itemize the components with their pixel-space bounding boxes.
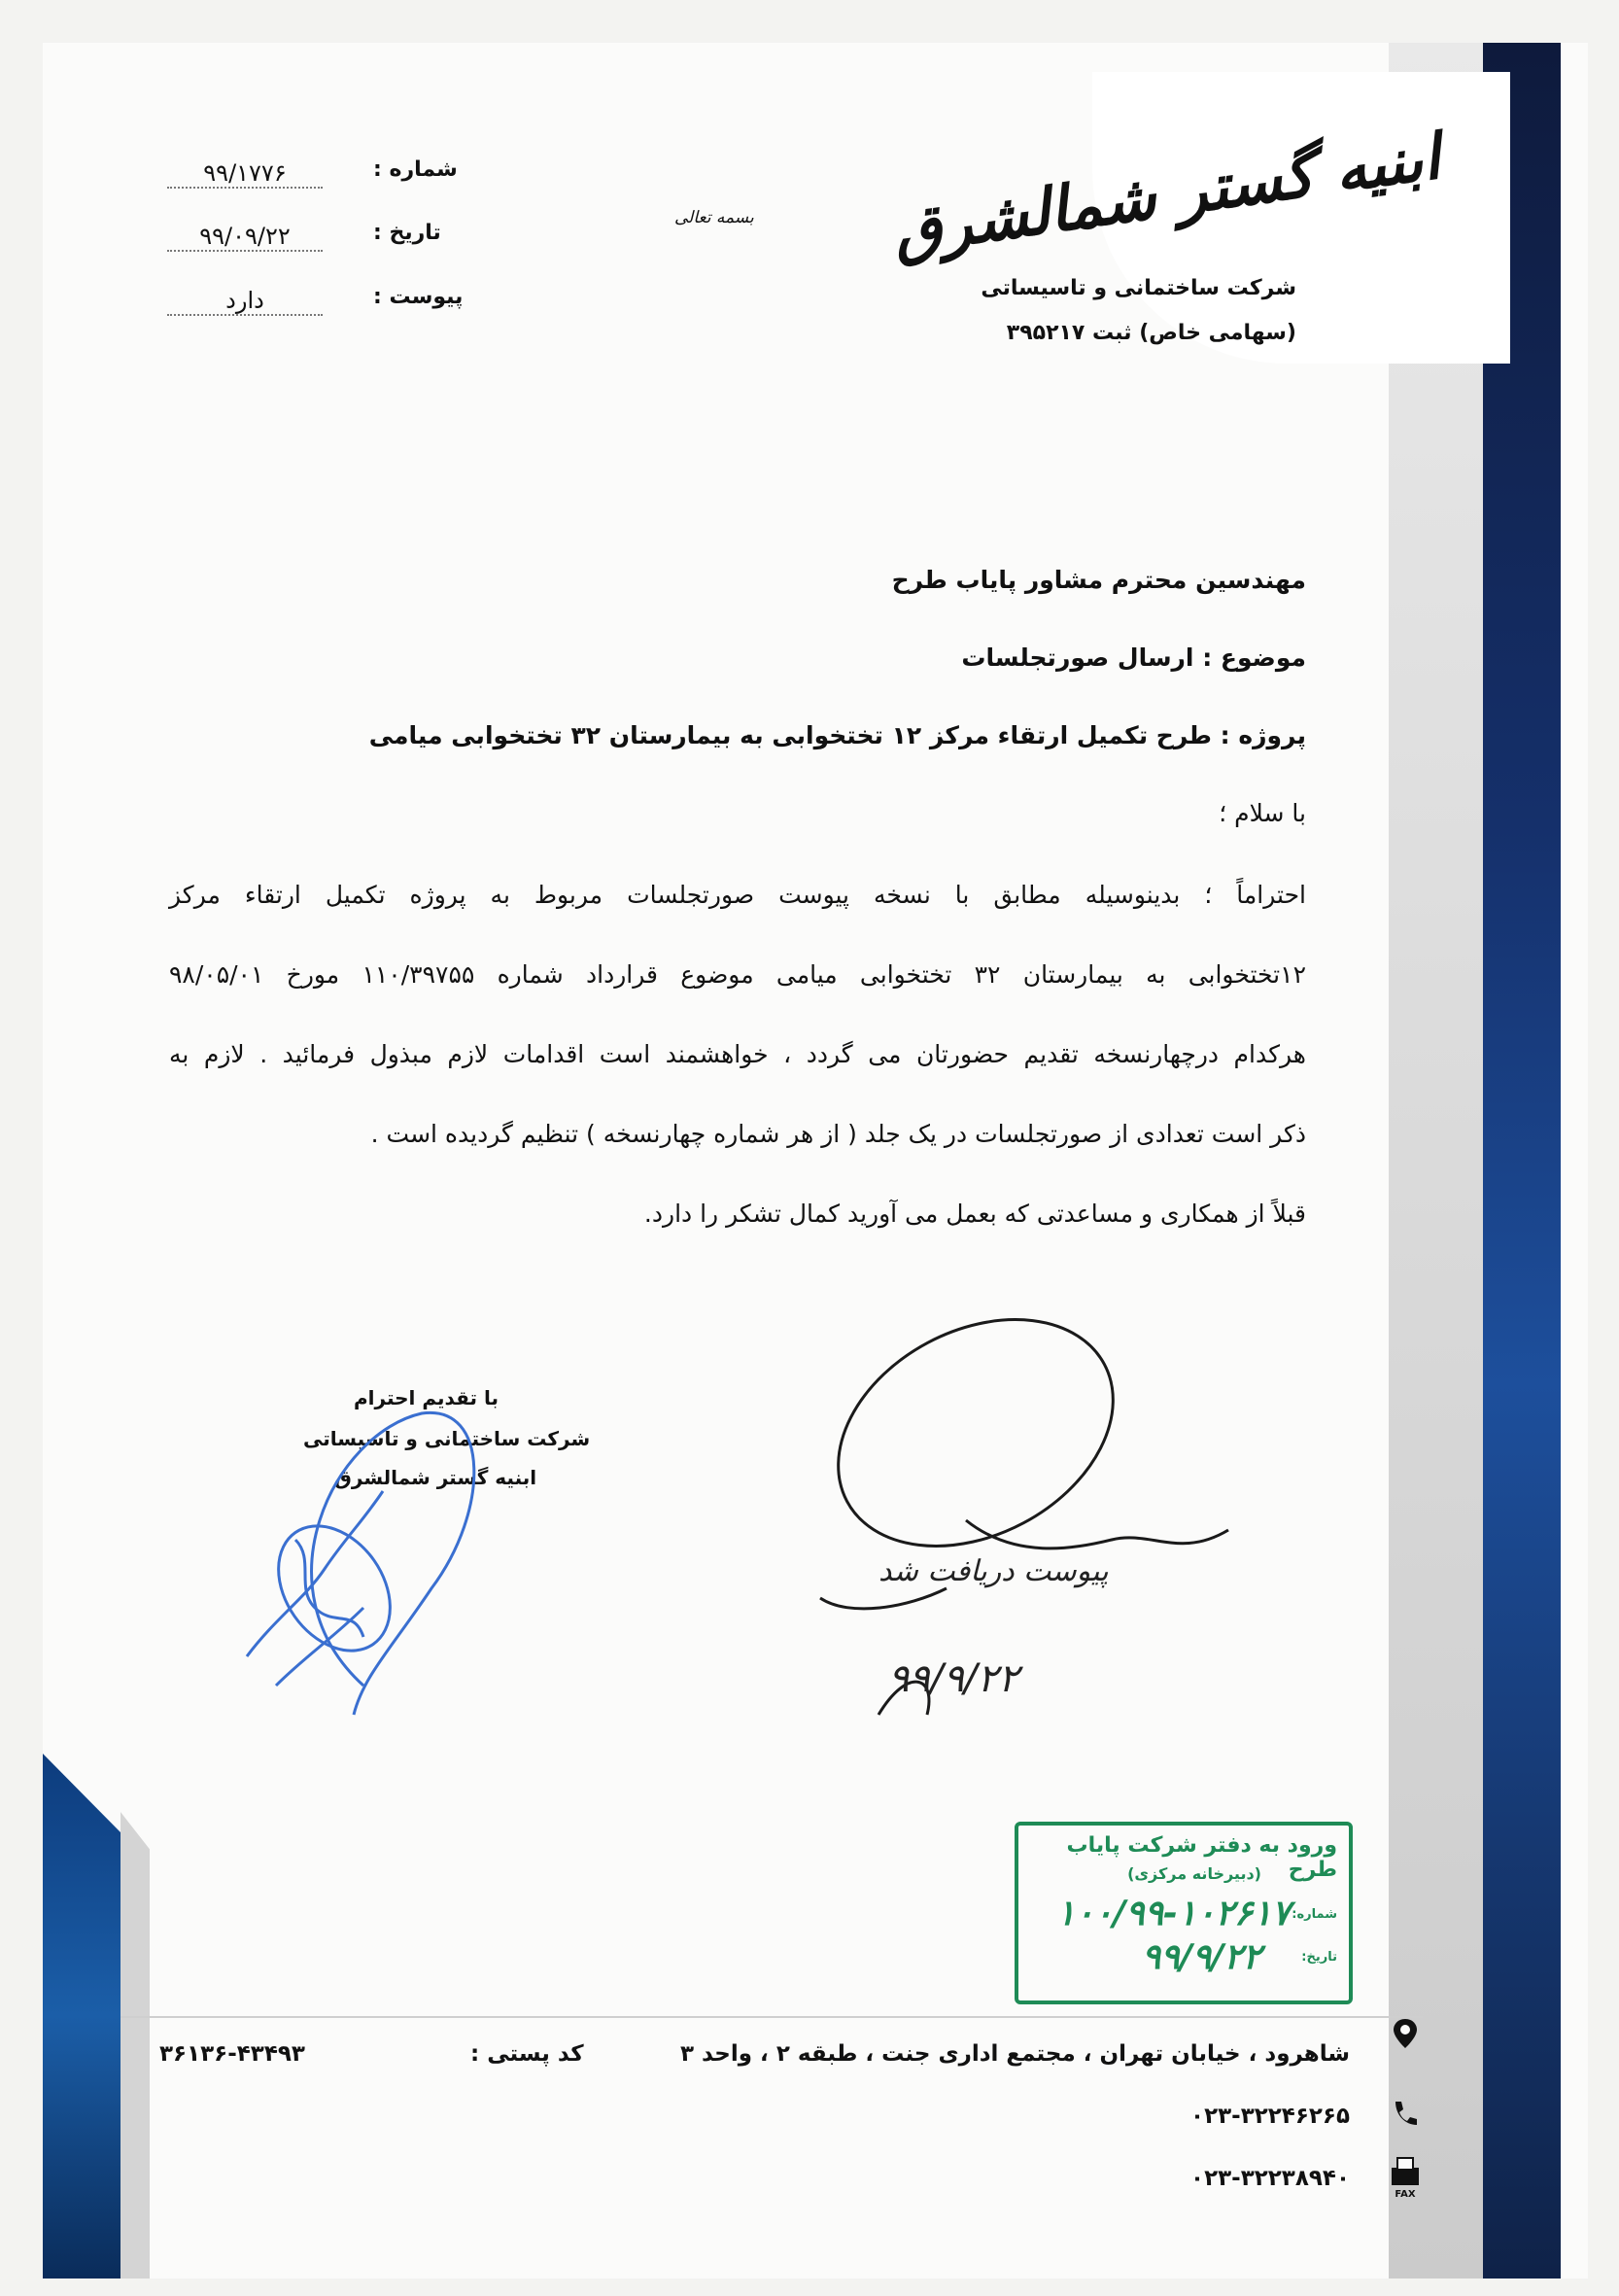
letter-page <box>43 43 1588 2279</box>
signature-company-line-1: شرکت ساختمانی و تاسیساتی <box>303 1427 591 1450</box>
stamp-title: ورود به دفتر شرکت پایاب طرح <box>1066 1833 1337 1882</box>
recipient: مهندسین محترم مشاور پایاب طرح <box>891 566 1306 594</box>
footer-address: شاهرود ، خیابان تهران ، مجتمع اداری جنت ، طبقه ۲ ، واحد ۳ <box>679 2041 1350 2067</box>
body-line-3: هرکدام درچهارنسخه تقدیم حضورتان می گردد ، خواهشمند است اقدامات لازم مبذول فرمائید . لازم به <box>169 1040 1306 1068</box>
body-line-5: قبلاً از همکاری و مساعدتی که بعمل می آورید کمال تشکر را دارد. <box>643 1200 1306 1228</box>
greeting: با سلام ؛ <box>1219 799 1306 827</box>
phone-icon <box>1388 2096 1423 2131</box>
subject-label: موضوع : <box>1202 644 1306 672</box>
stamp-number-label: شماره: <box>1292 1907 1337 1922</box>
date-label: تاریخ : <box>373 221 441 245</box>
body-line-2: ۱۲تختخوابی به بیمارستان ۳۲ تختخوابی میامی موضوع قرارداد شماره ۱۱۰/۳۹۷۵۵ مورخ ۹۸/۰۵/۰۱ <box>169 960 1306 989</box>
stamp-number-value: ۱۰۰/۹۹-۱۰۲۶۱۷ <box>1056 1894 1291 1933</box>
number-label: شماره : <box>373 157 458 182</box>
fax-icon-label: FAX <box>1395 2189 1416 2199</box>
signature-company-line-2: ابنیه گستر شمالشرق <box>334 1466 537 1489</box>
stamp-date-value: ۹۹/۹/۲۲ <box>1142 1937 1261 1977</box>
company-registration: (سهامی خاص) ثبت ۳۹۵۲۱۷ <box>1006 321 1296 345</box>
closing: با تقدیم احترام <box>354 1386 499 1409</box>
left-blue-band <box>43 1754 121 2279</box>
postal-code: ۳۶۱۳۶-۴۳۴۹۳ <box>159 2041 305 2067</box>
bismillah: بسمه تعالی <box>674 208 754 227</box>
project-text: طرح تکمیل ارتقاء مرکز ۱۲ تختخوابی به بیمارستان ۳۲ تختخوابی میامی <box>368 721 1212 749</box>
company-type: شرکت ساختمانی و تاسیساتی <box>981 276 1296 300</box>
body-line-4: ذکر است تعدادی از صورتجلسات در یک جلد ( از هر شماره چهارنسخه ) تنظیم گردیده است . <box>370 1120 1306 1148</box>
stamp-subtitle: (دبیرخانه مرکزی) <box>1127 1864 1261 1883</box>
fax-icon <box>1388 2154 1423 2199</box>
project-label: پروژه : <box>1220 721 1306 749</box>
handwritten-receipt-note: پیوست دریافت شد <box>878 1554 1109 1588</box>
number-value: ۹۹/۱۷۷۶ <box>167 159 323 189</box>
company-seal-icon <box>218 1394 490 1734</box>
subject-text: ارسال صورتجلسات <box>961 644 1194 672</box>
attachment-value: دارد <box>167 287 323 316</box>
stamp-date-label: تاریخ: <box>1301 1950 1337 1965</box>
right-blue-band <box>1483 43 1561 2279</box>
attachment-label: پیوست : <box>373 285 464 309</box>
company-logo-wordmark: ابنیه گستر شمالشرق <box>888 121 1445 270</box>
footer-phone: ۰۲۳-۳۲۲۴۶۲۶۵ <box>1190 2104 1350 2129</box>
body-line-1: احتراماً ؛ بدینوسیله مطابق با نسخه پیوست صورتجلسات مربوط به پروژه تکمیل ارتقاء مرکز <box>169 881 1306 909</box>
subject-line <box>961 644 1306 672</box>
received-signature-icon <box>762 1297 1306 1724</box>
location-pin-icon <box>1388 2016 1423 2051</box>
footer-divider <box>121 2016 1423 2018</box>
received-stamp <box>1015 1822 1353 2004</box>
left-grey-band <box>121 1812 150 2279</box>
date-value: ۹۹/۰۹/۲۲ <box>167 223 323 252</box>
handwritten-receipt-date: ۹۹/۹/۲۲ <box>888 1656 1019 1701</box>
right-grey-band <box>1389 43 1491 2279</box>
footer-fax: ۰۲۳-۳۲۲۳۸۹۴۰ <box>1190 2166 1350 2191</box>
project-line <box>369 721 1306 749</box>
postal-label: کد پستی : <box>470 2041 584 2067</box>
